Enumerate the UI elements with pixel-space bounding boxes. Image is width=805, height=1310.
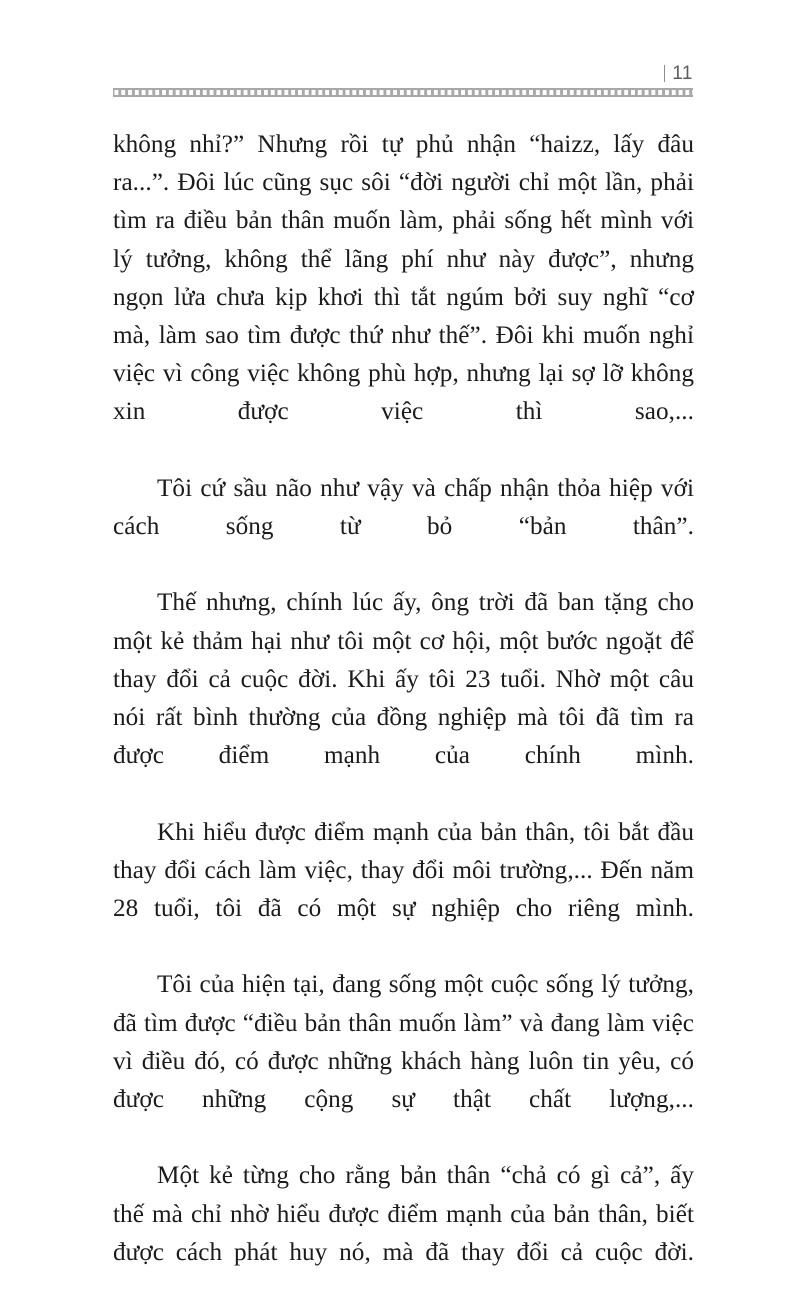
paragraph: Khi hiểu được điểm mạnh của bản thân, tôi bắt đầu thay đổi cách làm việc, thay đổi môi trường,... Đến năm 28 tuổi, tôi đã có một sự nghiệp cho riêng mình.: [113, 818, 694, 923]
body-text: [113, 126, 694, 1310]
paragraph: Thế nhưng, chính lúc ấy, ông trời đã ban tặng cho một kẻ thảm hại như tôi một cơ hội, một bước ngoặt để thay đổi cả cuộc đời. Khi ấy tôi 23 tuổi. Nhờ một câu nói rất bình thường của đồng nghiệp mà tôi đã tìm ra được điểm mạnh của chính mình.: [113, 589, 694, 770]
vertical-bar-icon: [664, 65, 665, 82]
paragraph: Tôi của hiện tại, đang sống một cuộc sống lý tưởng, đã tìm được “điều bản thân muốn làm” và đang làm việc vì điều đó, có được những khách hàng luôn tin yêu, có được những cộng sự thật chất lượng,...: [113, 971, 694, 1114]
paragraph: Tôi cứ sầu não như vậy và chấp nhận thỏa hiệp với cách sống từ bỏ “bản thân”.: [113, 474, 694, 541]
folio: [113, 62, 693, 86]
decorative-ladder-rule-icon: [113, 88, 693, 97]
paragraph: Một kẻ từng cho rằng bản thân “chả có gì cả”, ấy thế mà chỉ nhờ hiểu được điểm mạnh của bản thân, biết được cách phát huy nó, mà đã thay đổi cả cuộc đời.: [113, 1162, 694, 1266]
paragraph: không nhỉ?” Nhưng rồi tự phủ nhận “haizz, lấy đâu ra...”. Đôi lúc cũng sục sôi “đời người chỉ một lần, phải tìm ra điều bản thân muốn làm, phải sống hết mình với lý tưởng, không thể lãng phí như này được”, nhưng ngọn lửa chưa kịp khơi thì tắt ngúm bởi suy nghĩ “cơ mà, làm sao tìm được thứ như thế”. Đôi khi muốn nghỉ việc vì công việc không phù hợp, nhưng lại sợ lỡ không xin được việc thì sao,...: [113, 131, 694, 426]
page-header: [113, 62, 693, 86]
page-number: 11: [672, 63, 693, 84]
